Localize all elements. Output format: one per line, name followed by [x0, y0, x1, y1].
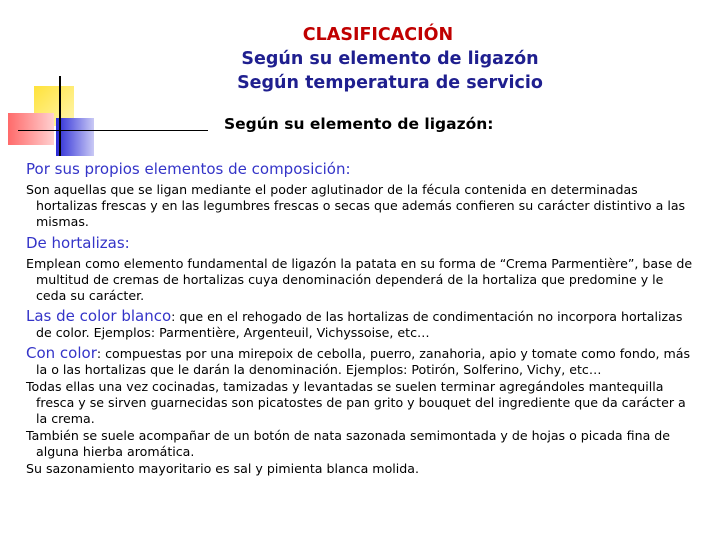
- decor-vertical-line: [59, 76, 61, 156]
- text-blanco: : que en el rehogado de las hortalizas de condimentación no incorpora hortalizas de color. Ejemplos: Parmentière, Argenteuil, Vichyssoise, etc…: [36, 309, 683, 340]
- heading-color: Con color: [26, 344, 97, 362]
- title-line-3: Según temperatura de servicio: [237, 73, 543, 93]
- title-line-2: Según su elemento de ligazón: [241, 49, 539, 69]
- text-hortalizas: Emplean como elemento fundamental de ligazón la patata en su forma de “Crema Parmentière”, base de multitud de cremas de hortalizas cuya denominación dependerá de la hortaliza que predomine y le ceda su carácter.: [26, 256, 693, 303]
- text-extra-1: Todas ellas una vez cocinadas, tamizadas y levantadas se suelen terminar agregándoles mantequilla fresca y se sirven guarnecidas son picatostes de pan grito y bouquet del ingrediente que da carácter a la crema.: [26, 379, 686, 426]
- heading-blanco: Las de color blanco: [26, 307, 172, 325]
- decor-horizontal-line: [18, 130, 208, 131]
- heading-hortalizas: De hortalizas:: [26, 234, 130, 252]
- slide-subtitle: Según su elemento de ligazón:: [224, 115, 494, 133]
- text-propios: Son aquellas que se ligan mediante el poder aglutinador de la fécula contenida en determinadas hortalizas frescas y en las legumbres frescas o secas que además confieren su carácter distintivo a las mismas.: [26, 182, 686, 229]
- paragraph-color: [26, 345, 696, 378]
- text-extra-3: Su sazonamiento mayoritario es sal y pimienta blanca molida.: [26, 461, 419, 476]
- decor-blue-square: [56, 118, 94, 156]
- text-extra-2: También se suele acompañar de un botón de nata sazonada semimontada y de hojas o picada fina de alguna hierba aromática.: [26, 428, 671, 459]
- slide-content: [26, 160, 696, 478]
- paragraph-blanco: [26, 308, 696, 341]
- heading-propios: Por sus propios elementos de composición:: [26, 160, 351, 178]
- title-line-1: CLASIFICACIÓN: [302, 25, 454, 45]
- slide-title: [200, 23, 580, 95]
- text-color: : compuestas por una mirepoix de cebolla, puerro, zanahoria, apio y tomate como fondo, más la o las hortalizas que le darán la denominación. Ejemplos: Potirón, Solferino, Vichy, etc…: [36, 346, 691, 377]
- decor-red-rectangle: [8, 113, 54, 145]
